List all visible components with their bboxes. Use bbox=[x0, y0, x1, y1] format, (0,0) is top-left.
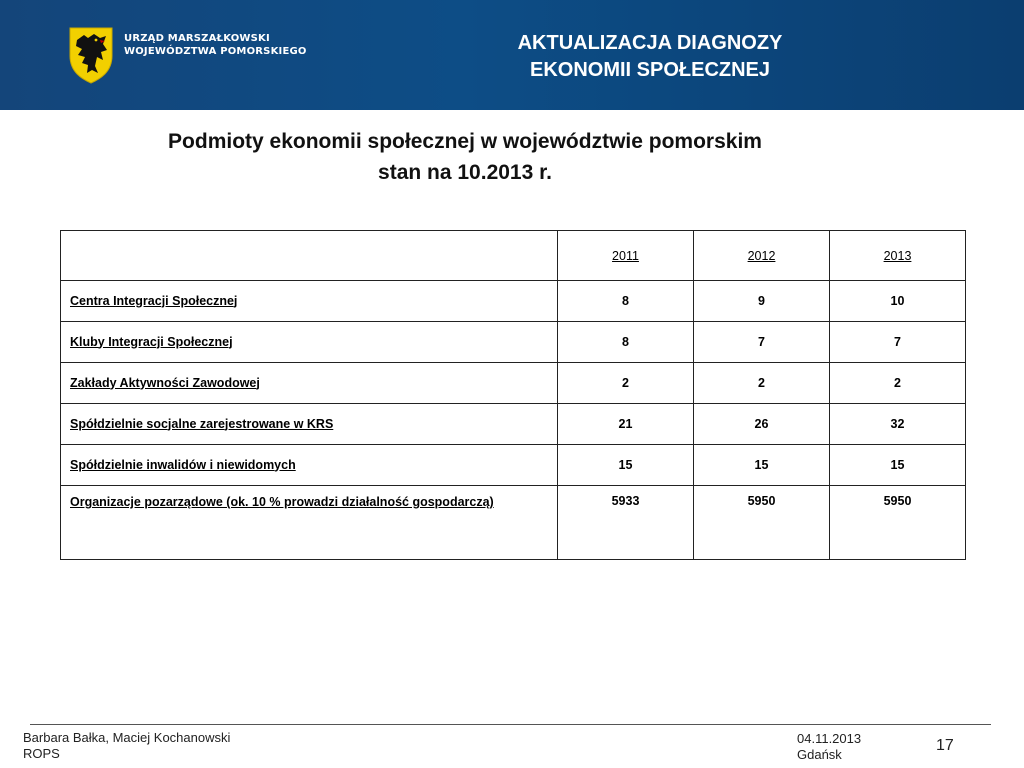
column-header-2013: 2013 bbox=[830, 231, 966, 281]
cell-value: 26 bbox=[694, 404, 830, 445]
footer-author-unit: ROPS bbox=[23, 746, 60, 761]
header-band bbox=[0, 0, 1024, 110]
footer-date: 04.11.2013 bbox=[797, 731, 862, 746]
cell-value: 5950 bbox=[694, 486, 830, 560]
table-row bbox=[61, 445, 966, 486]
page-title-line1: AKTUALIZACJA DIAGNOZY bbox=[517, 32, 783, 54]
cell-value: 5950 bbox=[830, 486, 966, 560]
page-title-line2: EKONOMII SPOŁECZNEJ bbox=[529, 59, 771, 81]
footer-divider bbox=[30, 724, 991, 725]
row-label: Zakłady Aktywności Zawodowej bbox=[61, 363, 558, 404]
cell-value: 2 bbox=[830, 363, 966, 404]
cell-value: 21 bbox=[558, 404, 694, 445]
cell-value: 2 bbox=[558, 363, 694, 404]
griffin-coat-of-arms-icon bbox=[68, 26, 114, 84]
footer-author-names: Barbara Bałka, Maciej Kochanowski bbox=[23, 730, 231, 745]
cell-value: 32 bbox=[830, 404, 966, 445]
table-corner-cell bbox=[61, 231, 558, 281]
row-label: Centra Integracji Społecznej bbox=[61, 281, 558, 322]
row-label: Organizacje pozarządowe (ok. 10 % prowadzi działalność gospodarczą) bbox=[61, 486, 558, 560]
cell-value: 7 bbox=[694, 322, 830, 363]
organization-name-line1: URZĄD MARSZAŁKOWSKI bbox=[124, 33, 270, 44]
table-row bbox=[61, 363, 966, 404]
row-label: Spółdzielnie socjalne zarejestrowane w KRS bbox=[61, 404, 558, 445]
footer-authors bbox=[23, 730, 230, 762]
organization-name-line2: WOJEWÓDZTWA POMORSKIEGO bbox=[124, 46, 307, 57]
organization-name bbox=[124, 32, 307, 58]
cell-value: 2 bbox=[694, 363, 830, 404]
cell-value: 7 bbox=[830, 322, 966, 363]
table-row bbox=[61, 322, 966, 363]
row-label: Kluby Integracji Społecznej bbox=[61, 322, 558, 363]
page-number: 17 bbox=[936, 737, 954, 754]
cell-value: 15 bbox=[694, 445, 830, 486]
table-header-row bbox=[61, 231, 966, 281]
page-title bbox=[440, 30, 860, 84]
slide-subtitle-line1: Podmioty ekonomii społecznej w województwie pomorskim bbox=[168, 130, 762, 153]
column-header-2012: 2012 bbox=[694, 231, 830, 281]
column-header-2011: 2011 bbox=[558, 231, 694, 281]
entities-table bbox=[60, 230, 966, 560]
footer-place: Gdańsk bbox=[797, 747, 842, 762]
cell-value: 9 bbox=[694, 281, 830, 322]
table-row bbox=[61, 281, 966, 322]
slide-subtitle bbox=[40, 126, 890, 188]
table-row bbox=[61, 486, 966, 560]
row-label: Spółdzielnie inwalidów i niewidomych bbox=[61, 445, 558, 486]
slide-subtitle-line2: stan na 10.2013 r. bbox=[378, 161, 552, 184]
cell-value: 10 bbox=[830, 281, 966, 322]
cell-value: 15 bbox=[830, 445, 966, 486]
cell-value: 5933 bbox=[558, 486, 694, 560]
cell-value: 8 bbox=[558, 322, 694, 363]
cell-value: 8 bbox=[558, 281, 694, 322]
table-row bbox=[61, 404, 966, 445]
cell-value: 15 bbox=[558, 445, 694, 486]
footer-date-place bbox=[797, 731, 861, 763]
